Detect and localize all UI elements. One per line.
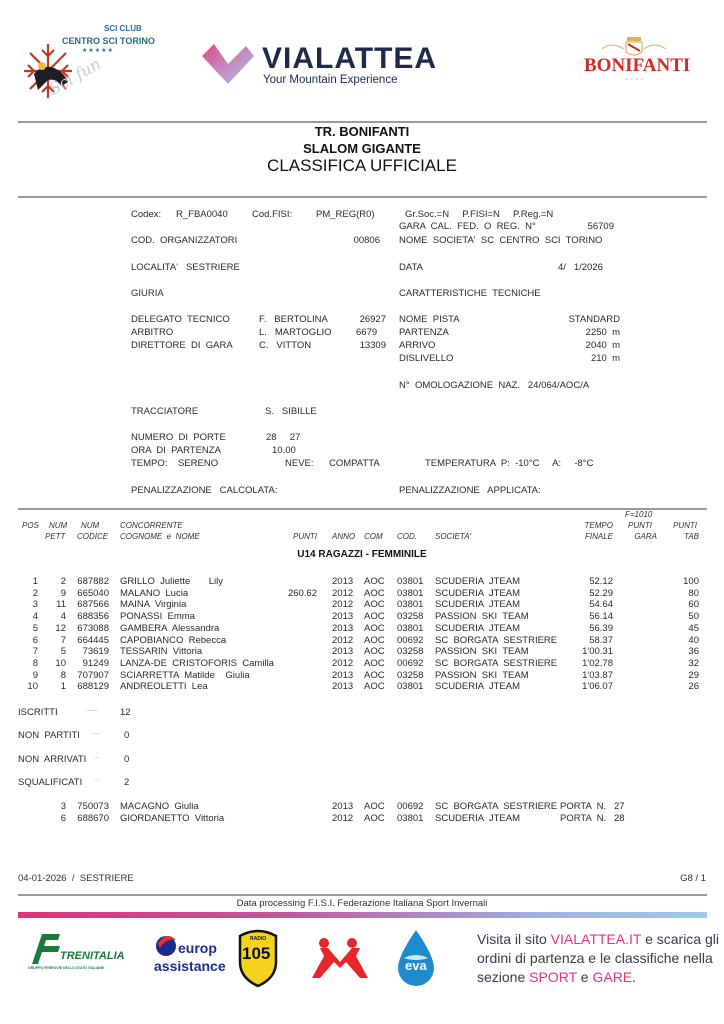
cell-cod: 03801 bbox=[397, 587, 424, 599]
table-row[interactable] bbox=[0, 576, 724, 587]
cell-tempo: 58.37 bbox=[589, 634, 613, 646]
eva-wordmark: eva bbox=[405, 958, 427, 973]
cell-codice: 665040 bbox=[77, 587, 109, 599]
tempo-meteo: TEMPO: SERENO bbox=[131, 458, 219, 469]
divider-info bbox=[18, 196, 707, 198]
cell-cod: 03801 bbox=[397, 599, 424, 611]
cell-cod: 00692 bbox=[397, 657, 424, 669]
table-row[interactable] bbox=[0, 588, 724, 599]
stars: ★★★★★ bbox=[82, 48, 114, 54]
cell-com: AOC bbox=[364, 646, 385, 658]
radio-105-logo bbox=[236, 928, 280, 988]
trenitalia-fs-icon bbox=[32, 932, 62, 964]
cell-com: AOC bbox=[364, 576, 385, 587]
bonifanti-logo bbox=[582, 35, 691, 85]
cell-codice: 688129 bbox=[77, 681, 109, 693]
cell-tempo: 54.64 bbox=[589, 599, 613, 611]
cell-pett: 4 bbox=[60, 611, 66, 623]
cell-cod: 03801 bbox=[397, 622, 424, 634]
col-punti: PUNTI bbox=[293, 532, 317, 541]
jury-role: DIRETTORE DI GARA bbox=[131, 340, 233, 351]
cell-nome: GIORDANETTO Vittoria bbox=[120, 813, 225, 824]
disqualified-row[interactable] bbox=[0, 801, 724, 812]
footer-page: G8 / 1 bbox=[680, 873, 706, 884]
classification-title: CLASSIFICA UFFICIALE bbox=[267, 156, 457, 175]
cell-codice: 687882 bbox=[77, 576, 109, 587]
cell-nome: GAMBERA Alessandra bbox=[120, 622, 220, 634]
summary-label: NON ARRIVATI bbox=[18, 754, 87, 765]
caratteristiche-label: CARATTERISTICHE TECNICHE bbox=[399, 288, 541, 299]
trenitalia-sub: GRUPPO FERROVIE DELLO STATO ITALIANE bbox=[28, 966, 104, 970]
promo-text-6: . bbox=[632, 969, 637, 985]
cell-tempo: 1'06.07 bbox=[582, 681, 613, 693]
cell-anno: 2013 bbox=[332, 576, 354, 587]
neve-value: COMPATTA bbox=[329, 458, 380, 469]
promo-gare: GARE bbox=[592, 969, 633, 985]
cell-pos: 9 bbox=[32, 669, 38, 681]
europ-assistance-icon bbox=[154, 932, 178, 958]
cell-anno: 2012 bbox=[332, 599, 354, 611]
tech-value: 210 m bbox=[590, 353, 620, 364]
cell-pett: 7 bbox=[60, 634, 66, 646]
vialattea-logo bbox=[200, 40, 500, 90]
cell-anno: 2012 bbox=[332, 813, 354, 824]
jury-code: 26927 bbox=[359, 314, 386, 325]
cell-pett: 8 bbox=[60, 669, 66, 681]
porte-value: 28 27 bbox=[266, 432, 301, 443]
cell-anno: 2012 bbox=[332, 634, 354, 646]
gara-cal-label: GARA CAL. FED. O REG. N° bbox=[399, 221, 536, 232]
tracciatore-value: S. SIBILLE bbox=[265, 406, 317, 417]
summary-value: 0 bbox=[124, 754, 130, 765]
cell-punti-tab: 26 bbox=[688, 681, 699, 693]
promo-text-2: e scarica gli bbox=[641, 931, 719, 947]
cell-punti-tab: 36 bbox=[688, 646, 699, 658]
table-row[interactable] bbox=[0, 599, 724, 610]
jury-name: C. VITTON bbox=[259, 340, 312, 351]
cell-cod: 03258 bbox=[397, 611, 424, 623]
neve-label: NEVE: bbox=[285, 458, 314, 469]
race-flags: Gr.Soc.=N P.FISI=N P.Reg.=N bbox=[405, 209, 554, 220]
centro-sci-torino-label: CENTRO SCI TORINO bbox=[62, 36, 155, 46]
vialattea-v-icon bbox=[200, 42, 260, 88]
cell-com: AOC bbox=[364, 657, 385, 669]
cell-pett: 10 bbox=[55, 657, 66, 669]
cell-pett: 6 bbox=[60, 813, 66, 824]
cell-pett: 9 bbox=[60, 587, 66, 599]
cell-nome: TESSARIN Vittoria bbox=[120, 646, 203, 658]
localita: LOCALITA' SESTRIERE bbox=[131, 262, 240, 273]
cell-societa: PASSION SKI TEAM bbox=[435, 669, 529, 681]
cell-tempo: 1'03.87 bbox=[582, 669, 613, 681]
tracciatore-label: TRACCIATORE bbox=[131, 406, 199, 417]
cell-punti-tab: 50 bbox=[688, 611, 699, 623]
codex-value: R_FBA0040 bbox=[176, 209, 228, 220]
cell-societa: PASSION SKI TEAM bbox=[435, 611, 529, 623]
cell-com: AOC bbox=[364, 669, 385, 681]
cell-com: AOC bbox=[364, 634, 385, 646]
col-cod: COD. bbox=[397, 532, 417, 541]
summary-dots: ..... bbox=[92, 730, 101, 736]
cell-nome: ANDREOLETTI Lea bbox=[120, 681, 208, 693]
cell-com: AOC bbox=[364, 801, 385, 812]
cell-societa: SC BORGATA SESTRIERE bbox=[435, 634, 558, 646]
jury-role: ARBITRO bbox=[131, 327, 174, 338]
col-tempo-1: TEMPO bbox=[584, 521, 613, 530]
cell-nome: MAINA Virginia bbox=[120, 599, 187, 611]
tech-value: 2250 m bbox=[585, 327, 620, 338]
promo-text-1: Visita il sito bbox=[477, 931, 551, 947]
summary-dots: ... bbox=[94, 754, 100, 760]
cell-pett: 12 bbox=[55, 622, 66, 634]
cell-pos: 7 bbox=[32, 646, 38, 658]
promo-text bbox=[477, 930, 719, 987]
promo-text-4: sezione bbox=[477, 969, 530, 985]
disqualified-row[interactable] bbox=[0, 813, 724, 824]
cell-cod: 03801 bbox=[397, 576, 424, 587]
cell-pos: 6 bbox=[32, 634, 38, 646]
cell-cod: 00692 bbox=[397, 801, 424, 812]
col-pos: POS bbox=[22, 521, 39, 530]
sci-club-label: SCI CLUB bbox=[104, 24, 142, 33]
cell-com: AOC bbox=[364, 611, 385, 623]
cell-punti: 260.62 bbox=[287, 587, 317, 599]
promo-sport: SPORT bbox=[529, 969, 577, 985]
col-tempo-2: FINALE bbox=[584, 532, 613, 541]
cod-org-value: 00806 bbox=[353, 235, 380, 246]
col-punti-gara-1: PUNTI bbox=[628, 521, 652, 530]
cell-pos: 2 bbox=[32, 587, 38, 599]
cell-societa: SC BORGATA SESTRIERE bbox=[435, 801, 558, 812]
tech-label: NOME PISTA bbox=[399, 314, 460, 325]
jury-name: F. BERTOLINA bbox=[259, 314, 328, 325]
cell-codice: 688670 bbox=[77, 813, 109, 824]
cell-tempo: 1'00.31 bbox=[582, 646, 613, 658]
table-row[interactable] bbox=[0, 658, 724, 669]
cell-tempo: 56.14 bbox=[589, 611, 613, 623]
penalizzazione-applicata: PENALIZZAZIONE APPLICATA: bbox=[399, 485, 541, 496]
cell-societa: SCUDERIA JTEAM bbox=[435, 587, 520, 599]
col-punti-gara-2: GARA bbox=[634, 532, 657, 541]
svg-text:~ ~ ~ ~: ~ ~ ~ ~ bbox=[624, 77, 644, 83]
col-punti-tab-2: TAB bbox=[684, 532, 699, 541]
cell-nome: PONASSI Emma bbox=[120, 611, 195, 623]
cell-nome: CAPOBIANCO Rebecca bbox=[120, 634, 227, 646]
porte-label: NUMERO DI PORTE bbox=[131, 432, 226, 443]
summary-value: 2 bbox=[124, 777, 130, 788]
cell-societa: SCUDERIA JTEAM bbox=[435, 813, 520, 824]
cell-societa: PASSION SKI TEAM bbox=[435, 646, 529, 658]
cell-codice: 673088 bbox=[77, 622, 109, 634]
ora-label: ORA DI PARTENZA bbox=[131, 445, 221, 456]
divider-footer bbox=[18, 894, 707, 896]
cell-codice: 688356 bbox=[77, 611, 109, 623]
cell-pett: 1 bbox=[60, 681, 66, 693]
cell-punti-tab: 80 bbox=[688, 587, 699, 599]
divider-top bbox=[18, 121, 707, 123]
col-num-codice-2: CODICE bbox=[77, 532, 109, 541]
summary-dots: ... bbox=[94, 777, 100, 783]
penalizzazione-calcolata: PENALIZZAZIONE CALCOLATA: bbox=[131, 485, 278, 496]
cell-anno: 2013 bbox=[332, 681, 354, 693]
cell-societa: SCUDERIA JTEAM bbox=[435, 599, 520, 611]
cell-com: AOC bbox=[364, 622, 385, 634]
cell-pos: 8 bbox=[32, 657, 38, 669]
trenitalia-wordmark: TRENITALIA bbox=[60, 950, 125, 962]
cell-cod: 03801 bbox=[397, 681, 424, 693]
gara-cal-value: 56709 bbox=[587, 221, 614, 232]
col-societa: SOCIETA' bbox=[435, 532, 472, 541]
table-row[interactable] bbox=[0, 646, 724, 657]
cell-tempo: 56.39 bbox=[589, 622, 613, 634]
cell-pos: 5 bbox=[32, 622, 38, 634]
jury-code: 13309 bbox=[359, 340, 386, 351]
cell-tempo: 52.12 bbox=[589, 576, 613, 587]
assistance-wordmark: assistance bbox=[154, 958, 226, 974]
table-row[interactable] bbox=[0, 611, 724, 622]
cell-societa: SC BORGATA SESTRIERE bbox=[435, 657, 558, 669]
cell-punti-tab: 100 bbox=[683, 576, 699, 587]
europ-assistance-logo bbox=[152, 932, 226, 980]
col-num-pett-1: NUM bbox=[49, 521, 68, 530]
cell-nome: SCIARRETTA Matilde Giulia bbox=[120, 669, 250, 681]
cell-punti-tab: 40 bbox=[688, 634, 699, 646]
tech-value: STANDARD bbox=[568, 314, 620, 325]
cell-punti-tab: 60 bbox=[688, 599, 699, 611]
cell-cod: 00692 bbox=[397, 634, 424, 646]
summary-dots: ....... bbox=[86, 707, 98, 713]
cell-nome: MACAGNO Giulia bbox=[120, 801, 199, 812]
cell-cod: 03258 bbox=[397, 669, 424, 681]
col-concorrente-2: COGNOME e NOME bbox=[120, 532, 200, 541]
cell-codice: 707907 bbox=[77, 669, 109, 681]
summary-label: NON PARTITI bbox=[18, 730, 80, 741]
cell-codice: 73619 bbox=[82, 646, 109, 658]
svg-text:Sci fun: Sci fun bbox=[45, 53, 105, 99]
kappa-logo-icon bbox=[302, 936, 374, 980]
cell-nome: LANZA-DE CRISTOFORIS Camilla bbox=[120, 657, 274, 669]
cell-com: AOC bbox=[364, 599, 385, 611]
cell-pett: 2 bbox=[60, 576, 66, 587]
cell-anno: 2013 bbox=[332, 669, 354, 681]
bonifanti-wordmark: BONIFANTI bbox=[584, 55, 691, 76]
cell-codice: 750073 bbox=[77, 801, 109, 812]
europ-wordmark: europ bbox=[178, 940, 217, 956]
cell-societa: SCUDERIA JTEAM bbox=[435, 622, 520, 634]
cell-anno: 2013 bbox=[332, 801, 354, 812]
radio-105-number: 105 bbox=[242, 944, 271, 963]
cod-org-label: COD. ORGANIZZATORI bbox=[131, 235, 238, 246]
cell-punti-tab: 29 bbox=[688, 669, 699, 681]
col-com: COM bbox=[364, 532, 383, 541]
footer-date-place: 04-01-2026 / SESTRIERE bbox=[18, 873, 134, 884]
snowflake-skier-icon bbox=[20, 22, 150, 102]
gradient-bar bbox=[18, 912, 707, 918]
table-row[interactable] bbox=[0, 635, 724, 646]
cell-anno: 2013 bbox=[332, 622, 354, 634]
cell-codice: 664445 bbox=[77, 634, 109, 646]
cell-societa: SCUDERIA JTEAM bbox=[435, 576, 520, 587]
cell-anno: 2012 bbox=[332, 657, 354, 669]
discipline-title: SLALOM GIGANTE bbox=[303, 141, 421, 156]
cell-pos: 3 bbox=[32, 599, 38, 611]
divider-table bbox=[18, 508, 707, 510]
cell-motivo: PORTA N. 27 bbox=[560, 801, 625, 812]
cell-pos: 4 bbox=[32, 611, 38, 623]
summary-label: ISCRITTI bbox=[18, 707, 58, 718]
table-row[interactable] bbox=[0, 681, 724, 692]
codfisi-label: Cod.FISI: bbox=[252, 209, 293, 220]
promo-text-5: e bbox=[576, 969, 593, 985]
cell-com: AOC bbox=[364, 813, 385, 824]
cell-com: AOC bbox=[364, 587, 385, 599]
cell-cod: 03258 bbox=[397, 646, 424, 658]
giuria-label: GIURIA bbox=[131, 288, 164, 299]
cell-pos: 10 bbox=[27, 681, 38, 693]
data-processing-note: Data processing F.I.S.I. Federazione Italiana Sport Invernali bbox=[236, 898, 488, 909]
jury-code: 6679 bbox=[356, 327, 378, 338]
eva-water-drop-icon bbox=[396, 928, 436, 986]
data-label: DATA bbox=[399, 262, 423, 273]
cell-anno: 2013 bbox=[332, 646, 354, 658]
vialattea-link[interactable]: VIALATTEA.IT bbox=[550, 931, 642, 947]
cell-anno: 2012 bbox=[332, 587, 354, 599]
jury-role: DELEGATO TECNICO bbox=[131, 314, 230, 325]
ora-value: 10.00 bbox=[272, 445, 296, 456]
summary-value: 0 bbox=[124, 730, 130, 741]
tech-label: ARRIVO bbox=[399, 340, 436, 351]
radio-label: RADIO bbox=[250, 936, 267, 942]
cell-pett: 3 bbox=[60, 801, 66, 812]
cell-nome: GRILLO Juliette Lily bbox=[120, 576, 223, 587]
summary-label: SQUALIFICATI bbox=[18, 777, 83, 788]
cell-societa: SCUDERIA JTEAM bbox=[435, 681, 520, 693]
tech-label: PARTENZA bbox=[399, 327, 449, 338]
promo-text-3: ordini di partenza e le classifiche nella bbox=[477, 950, 713, 966]
col-num-codice-1: NUM bbox=[81, 521, 100, 530]
cell-pett: 5 bbox=[60, 646, 66, 658]
event-title: TR. BONIFANTI bbox=[314, 124, 410, 139]
cell-tempo: 52.29 bbox=[589, 587, 613, 599]
cell-punti-tab: 32 bbox=[688, 657, 699, 669]
summary-value: 12 bbox=[120, 707, 131, 718]
table-row[interactable] bbox=[0, 623, 724, 634]
cell-cod: 03801 bbox=[397, 813, 424, 824]
cell-pett: 11 bbox=[56, 599, 66, 611]
codfisi-value: PM_REG(R0) bbox=[316, 209, 375, 220]
f-factor: F=1010 bbox=[625, 510, 653, 519]
data-value: 4/ 1/2026 bbox=[558, 262, 603, 273]
category-title: U14 RAGAZZI - FEMMINILE bbox=[297, 549, 427, 560]
cell-punti-tab: 45 bbox=[688, 622, 699, 634]
vialattea-wordmark: VIALATTEA bbox=[262, 42, 438, 75]
omologazione: N° OMOLOGAZIONE NAZ. 24/064/AOC/A bbox=[399, 380, 590, 391]
tech-value: 2040 m bbox=[585, 340, 620, 351]
nome-societa: NOME SOCIETA' SC CENTRO SCI TORINO bbox=[399, 235, 603, 246]
col-num-pett-2: PETT bbox=[45, 532, 66, 541]
cell-anno: 2013 bbox=[332, 611, 354, 623]
tech-label: DISLIVELLO bbox=[399, 353, 454, 364]
vialattea-tagline: Your Mountain Experience bbox=[263, 74, 398, 86]
cell-com: AOC bbox=[364, 681, 385, 693]
codex-label: Codex: bbox=[131, 209, 162, 220]
cell-codice: 91249 bbox=[82, 657, 109, 669]
col-anno: ANNO bbox=[332, 532, 356, 541]
sci-club-logo bbox=[20, 22, 155, 102]
trenitalia-logo bbox=[28, 932, 125, 982]
cell-motivo: PORTA N. 28 bbox=[560, 813, 625, 824]
col-punti-tab-1: PUNTI bbox=[673, 521, 697, 530]
cell-codice: 687566 bbox=[77, 599, 109, 611]
cell-tempo: 1'02.78 bbox=[582, 657, 613, 669]
cell-nome: MALANO Lucia bbox=[120, 587, 189, 599]
col-concorrente-1: CONCORRENTE bbox=[120, 521, 183, 530]
temperatura: TEMPERATURA P: -10°C A: -8°C bbox=[425, 458, 594, 469]
cell-pos: 1 bbox=[32, 576, 38, 587]
jury-name: L. MARTOGLIO bbox=[259, 327, 332, 338]
table-row[interactable] bbox=[0, 670, 724, 681]
